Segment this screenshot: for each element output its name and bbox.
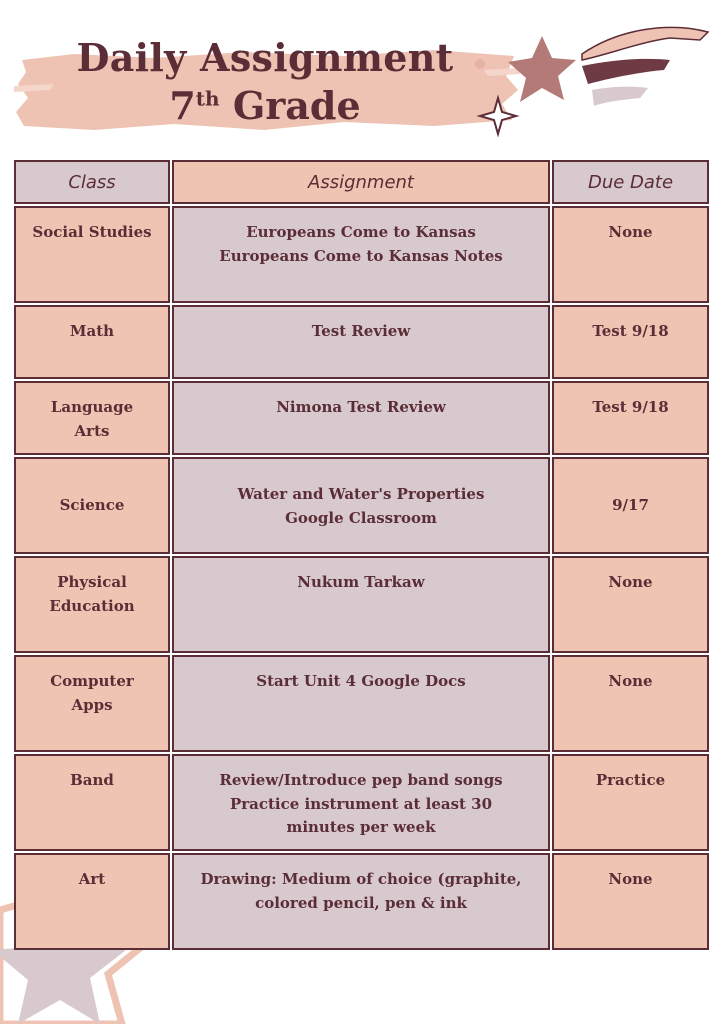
class-name: Computer: [50, 672, 134, 690]
class-cell: [14, 754, 170, 851]
class-cell: [14, 305, 170, 379]
class-cell: [14, 853, 170, 950]
due-date-cell: [552, 655, 709, 752]
title-line-1: Daily Assignment: [76, 35, 454, 80]
title-line-2: [0, 84, 530, 128]
class-name: Science: [59, 495, 125, 514]
class-cell: [14, 655, 170, 752]
class-name: Social Studies: [32, 223, 152, 241]
assignment-line: Test Review: [311, 322, 411, 340]
due-date: Test 9/18: [592, 398, 669, 416]
class-name: Language: [50, 398, 134, 416]
shooting-star-icon: [470, 14, 724, 144]
assignment-line: Europeans Come to Kansas: [246, 223, 476, 241]
class-name: Art: [78, 870, 106, 888]
class-name: Band: [70, 771, 114, 789]
column-header-class: Class: [14, 160, 170, 204]
due-date-cell: [552, 381, 709, 455]
assignment-cell: [172, 457, 550, 554]
table-row: [14, 754, 709, 851]
class-name: Math: [69, 322, 115, 340]
due-date-cell: [552, 853, 709, 950]
due-date: None: [608, 672, 653, 690]
due-date: Test 9/18: [592, 322, 669, 340]
table-row: [14, 305, 709, 379]
column-header-assignment: Assignment: [172, 160, 550, 204]
assignment-line: Review/Introduce pep band songs: [219, 771, 503, 789]
assignment-cell: [172, 754, 550, 851]
due-date: None: [608, 870, 653, 888]
assignment-line: Nimona Test Review: [276, 398, 446, 416]
table-row: [14, 206, 709, 303]
assignment-line: Google Classroom: [285, 508, 437, 527]
page-title: [0, 36, 530, 127]
due-date: None: [608, 573, 653, 591]
assignment-cell: [172, 556, 550, 653]
table-row: [14, 853, 709, 950]
due-date: 9/17: [612, 495, 649, 514]
grade-suffix: th: [195, 86, 220, 111]
assignment-cell: [172, 305, 550, 379]
due-date-cell: [552, 305, 709, 379]
star-icon: [508, 36, 576, 102]
assignment-table: [12, 158, 711, 952]
assignment-cell: [172, 655, 550, 752]
assignment-cell: [172, 206, 550, 303]
table-row: [14, 381, 709, 455]
class-cell: [14, 381, 170, 455]
class-cell: [14, 206, 170, 303]
table-row: [14, 655, 709, 752]
table-header-row: [14, 160, 709, 204]
class-cell: [14, 556, 170, 653]
due-date: Practice: [595, 771, 666, 789]
assignment-line: colored pencil, pen & ink: [255, 893, 467, 912]
assignment-line: Water and Water's Properties: [237, 485, 485, 503]
assignment-cell: [172, 381, 550, 455]
table-row: [14, 556, 709, 653]
assignment-line: Europeans Come to Kansas Notes: [219, 246, 503, 265]
table-row: [14, 457, 709, 554]
column-header-due-date: Due Date: [552, 160, 709, 204]
grade-number: 7: [169, 82, 196, 128]
sparkle-icon: [480, 98, 516, 134]
due-date-cell: [552, 556, 709, 653]
class-cell: [14, 457, 170, 554]
due-date-cell: [552, 457, 709, 554]
grade-word: Grade: [232, 82, 361, 128]
assignment-line: Nukum Tarkaw: [297, 573, 425, 591]
due-date-cell: [552, 206, 709, 303]
class-name: Arts: [74, 421, 110, 440]
assignment-line: Start Unit 4 Google Docs: [256, 672, 466, 690]
due-date-cell: [552, 754, 709, 851]
class-name: Apps: [71, 695, 113, 714]
assignment-line: minutes per week: [286, 818, 436, 836]
assignment-line: Drawing: Medium of choice (graphite,: [200, 870, 522, 888]
assignment-cell: [172, 853, 550, 950]
class-name: Education: [49, 596, 135, 615]
class-name: Physical: [57, 573, 127, 591]
assignment-line: Practice instrument at least 30: [229, 794, 493, 813]
due-date: None: [608, 223, 653, 241]
